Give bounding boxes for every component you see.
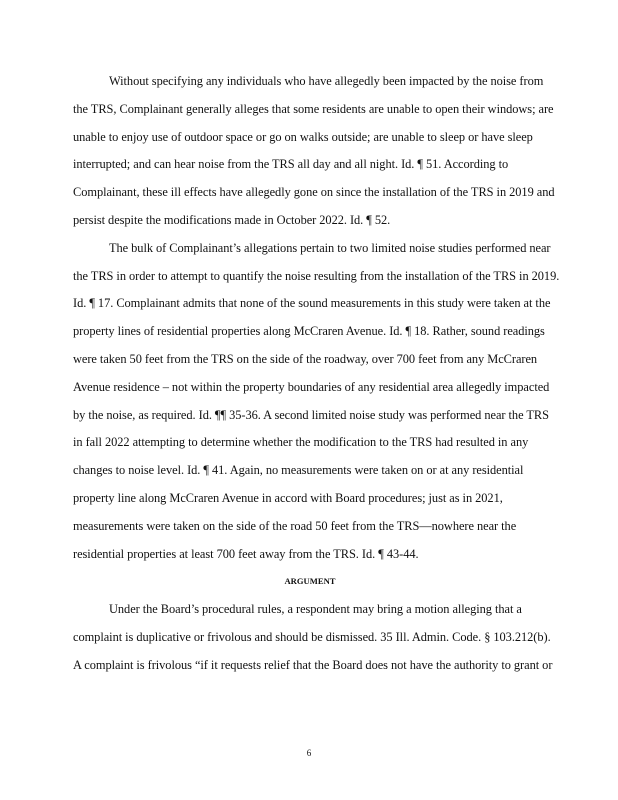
paragraph-line: Complainant, these ill effects have allegedly gone on since the installation of the TRS in 2019 and: [73, 185, 555, 200]
paragraph-line: the TRS in order to attempt to quantify the noise resulting from the installation of the TRS in 2019.: [73, 268, 560, 283]
paragraph-line: interrupted; and can hear noise from the TRS all day and all night. Id. ¶ 51. According to: [73, 157, 509, 172]
paragraph-line: Id. ¶ 17. Complainant admits that none of the sound measurements in this study were taken at the: [73, 296, 551, 311]
paragraph-line: Under the Board’s procedural rules, a respondent may bring a motion alleging that a: [109, 602, 522, 617]
paragraph-line: Avenue residence – not within the property boundaries of any residential area allegedly impacted: [73, 379, 550, 394]
paragraph-line: in fall 2022 attempting to determine whether the modification to the TRS had resulted in any: [73, 435, 529, 450]
paragraph-line: A complaint is frivolous “if it requests relief that the Board does not have the authority to grant or: [73, 657, 553, 672]
paragraph-line: Without specifying any individuals who have allegedly been impacted by the noise from: [109, 74, 544, 88]
paragraph-line: by the noise, as required. Id. ¶¶ 35-36. A second limited noise study was performed near the TRS: [73, 407, 549, 422]
paragraph-line: changes to noise level. Id. ¶ 41. Again, no measurements were taken on or at any residential: [73, 463, 524, 478]
paragraph-line: measurements were taken on the side of the road 50 feet from the TRS—nowhere near the: [73, 518, 517, 533]
paragraph-line: persist despite the modifications made in October 2022. Id. ¶ 52.: [73, 212, 391, 227]
paragraph-line: property line along McCraren Avenue in accord with Board procedures; just as in 2021,: [73, 490, 503, 505]
section-heading: ARGUMENT: [284, 576, 336, 587]
paragraph-line: The bulk of Complainant’s allegations pertain to two limited noise studies performed near: [109, 240, 551, 255]
page-number: 6: [306, 748, 312, 758]
paragraph-line: property lines of residential properties along McCraren Avenue. Id. ¶ 18. Rather, sound readings: [73, 324, 545, 339]
paragraph-line: the TRS, Complainant generally alleges that some residents are unable to open their windows; are: [73, 101, 554, 116]
paragraph-line: residential properties at least 700 feet away from the TRS. Id. ¶ 43-44.: [73, 546, 419, 561]
paragraph-line: unable to enjoy use of outdoor space or go on walks outside; are unable to sleep or have sleep: [73, 129, 533, 144]
paragraph-line: were taken 50 feet from the TRS on the side of the roadway, over 700 feet from any McCraren: [73, 351, 538, 366]
body-text: [73, 68, 613, 680]
paragraph-line: complaint is duplicative or frivolous and should be dismissed. 35 Ill. Admin. Code. § 103.212(b).: [73, 629, 551, 644]
